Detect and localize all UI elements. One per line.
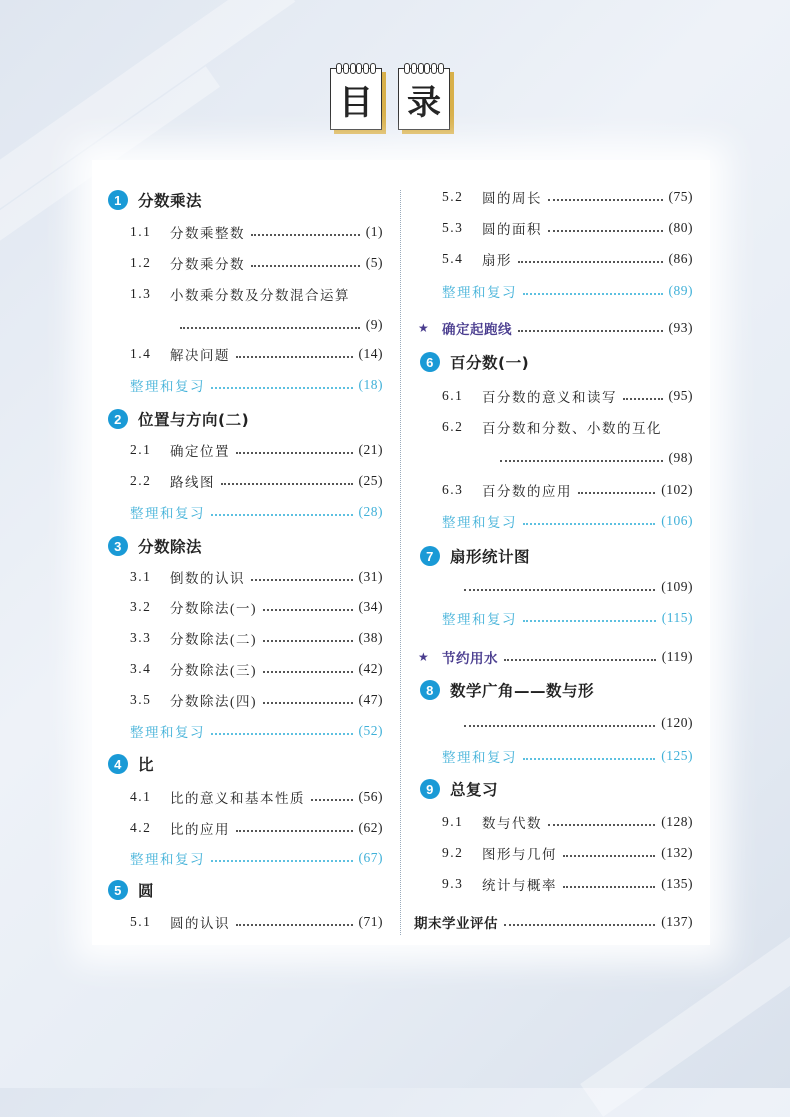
spiral-rings-icon xyxy=(336,63,376,74)
dot-leader xyxy=(523,620,656,622)
toc-section[interactable] xyxy=(442,245,693,273)
toc-section[interactable] xyxy=(442,382,693,410)
toc-dots[interactable] xyxy=(458,709,693,737)
section-title: 分数除法(二) xyxy=(170,632,257,647)
toc-review[interactable] xyxy=(442,742,693,770)
page-number: (80) xyxy=(668,220,693,235)
toc-section[interactable] xyxy=(130,686,383,714)
toc-review[interactable] xyxy=(442,604,693,632)
dot-leader xyxy=(504,659,656,661)
dot-leader xyxy=(236,356,353,358)
page-number: (86) xyxy=(668,251,693,266)
page-number: (109) xyxy=(661,579,693,594)
chapter-title: 百分数(一) xyxy=(450,354,530,372)
section-number: 1.1 xyxy=(130,224,152,239)
page-number: (31) xyxy=(358,569,383,584)
dot-leader xyxy=(578,492,655,494)
section-title: 分数除法(三) xyxy=(170,663,257,678)
page-number: (38) xyxy=(358,630,383,645)
toc-section[interactable] xyxy=(442,214,693,242)
toc-star[interactable] xyxy=(418,314,693,342)
chapter-number-badge: 2 xyxy=(108,409,128,429)
toc-section[interactable] xyxy=(130,783,383,811)
final-title: 期末学业评估 xyxy=(414,916,498,932)
section-title: 分数除法(四) xyxy=(170,694,257,709)
section-title: 统计与概率 xyxy=(482,878,557,893)
section-number: 6.3 xyxy=(442,482,464,497)
section-title: 圆的面积 xyxy=(482,222,542,237)
section-number: 5.2 xyxy=(442,189,464,204)
toc-dots[interactable] xyxy=(458,573,693,601)
dot-leader xyxy=(211,733,353,735)
column-divider xyxy=(400,190,401,935)
toc-section[interactable] xyxy=(130,624,383,652)
page-number: (52) xyxy=(358,723,383,738)
chapter-title: 比 xyxy=(138,756,155,774)
page-number: (95) xyxy=(668,388,693,403)
page-number: (28) xyxy=(358,504,383,519)
toc-section[interactable] xyxy=(442,183,693,211)
page-number: (75) xyxy=(668,189,693,204)
toc-section[interactable] xyxy=(442,870,693,898)
dot-leader xyxy=(236,452,353,454)
page-number: (132) xyxy=(661,845,693,860)
section-number: 5.1 xyxy=(130,914,152,929)
page-number: (102) xyxy=(661,482,693,497)
section-number: 1.3 xyxy=(130,286,152,301)
toc-section[interactable] xyxy=(442,476,693,504)
section-number: 6.2 xyxy=(442,419,464,434)
section-title: 确定位置 xyxy=(170,444,230,459)
review-title: 整理和复习 xyxy=(442,750,517,765)
section-number: 4.2 xyxy=(130,820,152,835)
toc-review[interactable] xyxy=(442,507,693,535)
toc-chapter[interactable] xyxy=(420,348,693,376)
toc-section[interactable] xyxy=(130,814,383,842)
page-number: (119) xyxy=(661,649,693,664)
page-title xyxy=(330,68,450,130)
section-number: 9.2 xyxy=(442,845,464,860)
chapter-title: 总复习 xyxy=(450,781,499,799)
review-title: 整理和复习 xyxy=(442,515,517,530)
toc-section[interactable] xyxy=(130,249,383,277)
toc-review[interactable] xyxy=(130,498,383,526)
star-icon: ★ xyxy=(418,321,430,335)
section-number: 9.3 xyxy=(442,876,464,891)
dot-leader xyxy=(251,234,360,236)
toc-review[interactable] xyxy=(130,844,383,872)
page-number: (120) xyxy=(661,715,693,730)
toc-chapter[interactable] xyxy=(420,676,693,704)
chapter-title: 分数除法 xyxy=(138,538,203,556)
page-number: (42) xyxy=(358,661,383,676)
review-title: 整理和复习 xyxy=(130,725,205,740)
dot-leader xyxy=(311,799,353,801)
section-title: 数与代数 xyxy=(482,816,542,831)
toc-section[interactable] xyxy=(130,340,383,368)
toc-section[interactable] xyxy=(130,467,383,495)
toc-final[interactable] xyxy=(414,908,693,936)
chapter-title: 圆 xyxy=(138,882,155,900)
dot-leader xyxy=(211,387,353,389)
section-title: 分数乘分数 xyxy=(170,257,245,272)
toc-chapter[interactable] xyxy=(108,876,383,904)
toc-section[interactable] xyxy=(442,808,693,836)
chapter-title: 扇形统计图 xyxy=(450,548,531,566)
chapter-title: 位置与方向(二) xyxy=(138,411,250,429)
section-title: 百分数和分数、小数的互化 xyxy=(482,421,662,436)
dot-leader xyxy=(180,327,360,329)
dot-leader xyxy=(563,886,655,888)
review-title: 整理和复习 xyxy=(130,379,205,394)
dot-leader xyxy=(263,671,353,673)
toc-section[interactable] xyxy=(130,218,383,246)
page-number: (9) xyxy=(365,317,383,332)
toc-chapter[interactable] xyxy=(108,186,383,214)
chapter-number-badge: 8 xyxy=(420,680,440,700)
section-title: 倒数的认识 xyxy=(170,571,245,586)
chapter-number-badge: 3 xyxy=(108,536,128,556)
toc-section-title[interactable] xyxy=(130,280,350,308)
notepad-title-char xyxy=(398,68,450,130)
section-title: 解决问题 xyxy=(170,348,230,363)
dot-leader xyxy=(518,261,663,263)
notepad-title-char xyxy=(330,68,382,130)
section-title: 分数乘整数 xyxy=(170,226,245,241)
toc-review[interactable] xyxy=(130,371,383,399)
section-number: 3.4 xyxy=(130,661,152,676)
dot-leader xyxy=(523,523,655,525)
section-title: 分数除法(一) xyxy=(170,601,257,616)
chapter-number-badge: 4 xyxy=(108,754,128,774)
section-number: 3.2 xyxy=(130,599,152,614)
page-number: (98) xyxy=(668,450,693,465)
page-number: (47) xyxy=(358,692,383,707)
section-title: 路线图 xyxy=(170,475,215,490)
page-number: (62) xyxy=(358,820,383,835)
toc-chapter[interactable] xyxy=(420,542,693,570)
toc-chapter[interactable] xyxy=(108,750,383,778)
dot-leader xyxy=(263,609,353,611)
spiral-rings-icon xyxy=(404,63,444,74)
section-number: 2.1 xyxy=(130,442,152,457)
dot-leader xyxy=(236,924,353,926)
page-number: (89) xyxy=(668,283,693,298)
toc-section-title[interactable] xyxy=(442,413,662,441)
title-char: 目 xyxy=(339,82,373,123)
toc-section[interactable] xyxy=(130,436,383,464)
dot-leader xyxy=(500,460,663,462)
chapter-title: 数学广角——数与形 xyxy=(450,682,595,700)
dot-leader xyxy=(263,640,353,642)
title-char: 录 xyxy=(407,82,441,123)
dot-leader xyxy=(548,230,663,232)
section-number: 1.2 xyxy=(130,255,152,270)
toc-section[interactable] xyxy=(130,908,383,936)
toc-dots[interactable] xyxy=(174,311,383,339)
dot-leader xyxy=(236,830,353,832)
section-number: 5.4 xyxy=(442,251,464,266)
page-number: (67) xyxy=(358,850,383,865)
chapter-number-badge: 6 xyxy=(420,352,440,372)
review-title: 整理和复习 xyxy=(442,285,517,300)
dot-leader xyxy=(623,398,663,400)
toc-review[interactable] xyxy=(442,277,693,305)
dot-leader xyxy=(221,483,353,485)
page-number: (128) xyxy=(661,814,693,829)
page-number: (106) xyxy=(661,513,693,528)
page-number: (25) xyxy=(358,473,383,488)
page-number: (21) xyxy=(358,442,383,457)
page-number: (14) xyxy=(358,346,383,361)
dot-leader xyxy=(464,725,655,727)
dot-leader xyxy=(251,579,353,581)
dot-leader xyxy=(263,702,353,704)
section-number: 9.1 xyxy=(442,814,464,829)
section-title: 比的意义和基本性质 xyxy=(170,791,305,806)
section-title: 圆的周长 xyxy=(482,191,542,206)
toc-section[interactable] xyxy=(130,655,383,683)
chapter-number-badge: 1 xyxy=(108,190,128,210)
page-number: (137) xyxy=(661,914,693,929)
toc-chapter[interactable] xyxy=(108,405,383,433)
section-title: 圆的认识 xyxy=(170,916,230,931)
special-title: 确定起跑线 xyxy=(442,322,512,338)
toc-section[interactable] xyxy=(130,593,383,621)
page-number: (93) xyxy=(668,320,693,335)
dot-leader xyxy=(523,758,655,760)
section-title: 百分数的应用 xyxy=(482,484,572,499)
section-number: 3.1 xyxy=(130,569,152,584)
page-number: (18) xyxy=(358,377,383,392)
toc-dots[interactable] xyxy=(494,444,693,472)
section-title: 图形与几何 xyxy=(482,847,557,862)
page-number: (71) xyxy=(358,914,383,929)
section-title: 小数乘分数及分数混合运算 xyxy=(170,288,350,303)
chapter-number-badge: 7 xyxy=(420,546,440,566)
dot-leader xyxy=(211,860,353,862)
section-title: 百分数的意义和读写 xyxy=(482,390,617,405)
star-icon: ★ xyxy=(418,650,430,664)
toc-review[interactable] xyxy=(130,717,383,745)
dot-leader xyxy=(548,199,663,201)
toc-section[interactable] xyxy=(442,839,693,867)
dot-leader xyxy=(504,924,655,926)
review-title: 整理和复习 xyxy=(130,506,205,521)
dot-leader xyxy=(563,855,655,857)
dot-leader xyxy=(523,293,663,295)
dot-leader xyxy=(464,589,655,591)
section-number: 3.3 xyxy=(130,630,152,645)
section-title: 扇形 xyxy=(482,253,512,268)
page-number: (56) xyxy=(358,789,383,804)
toc-star[interactable] xyxy=(418,643,693,671)
special-title: 节约用水 xyxy=(442,651,498,667)
toc-chapter[interactable] xyxy=(420,775,693,803)
dot-leader xyxy=(548,824,655,826)
section-number: 6.1 xyxy=(442,388,464,403)
review-title: 整理和复习 xyxy=(130,852,205,867)
page-number: (115) xyxy=(661,610,693,625)
toc-chapter[interactable] xyxy=(108,532,383,560)
page-number: (5) xyxy=(365,255,383,270)
page-number: (135) xyxy=(661,876,693,891)
dot-leader xyxy=(211,514,353,516)
section-number: 5.3 xyxy=(442,220,464,235)
page-number: (125) xyxy=(661,748,693,763)
review-title: 整理和复习 xyxy=(442,612,517,627)
chapter-number-badge: 9 xyxy=(420,779,440,799)
page-number: (1) xyxy=(365,224,383,239)
section-number: 2.2 xyxy=(130,473,152,488)
dot-leader xyxy=(251,265,360,267)
toc-section[interactable] xyxy=(130,563,383,591)
chapter-number-badge: 5 xyxy=(108,880,128,900)
section-title: 比的应用 xyxy=(170,822,230,837)
page-number: (34) xyxy=(358,599,383,614)
section-number: 3.5 xyxy=(130,692,152,707)
section-number: 1.4 xyxy=(130,346,152,361)
dot-leader xyxy=(518,330,663,332)
section-number: 4.1 xyxy=(130,789,152,804)
chapter-title: 分数乘法 xyxy=(138,192,203,210)
